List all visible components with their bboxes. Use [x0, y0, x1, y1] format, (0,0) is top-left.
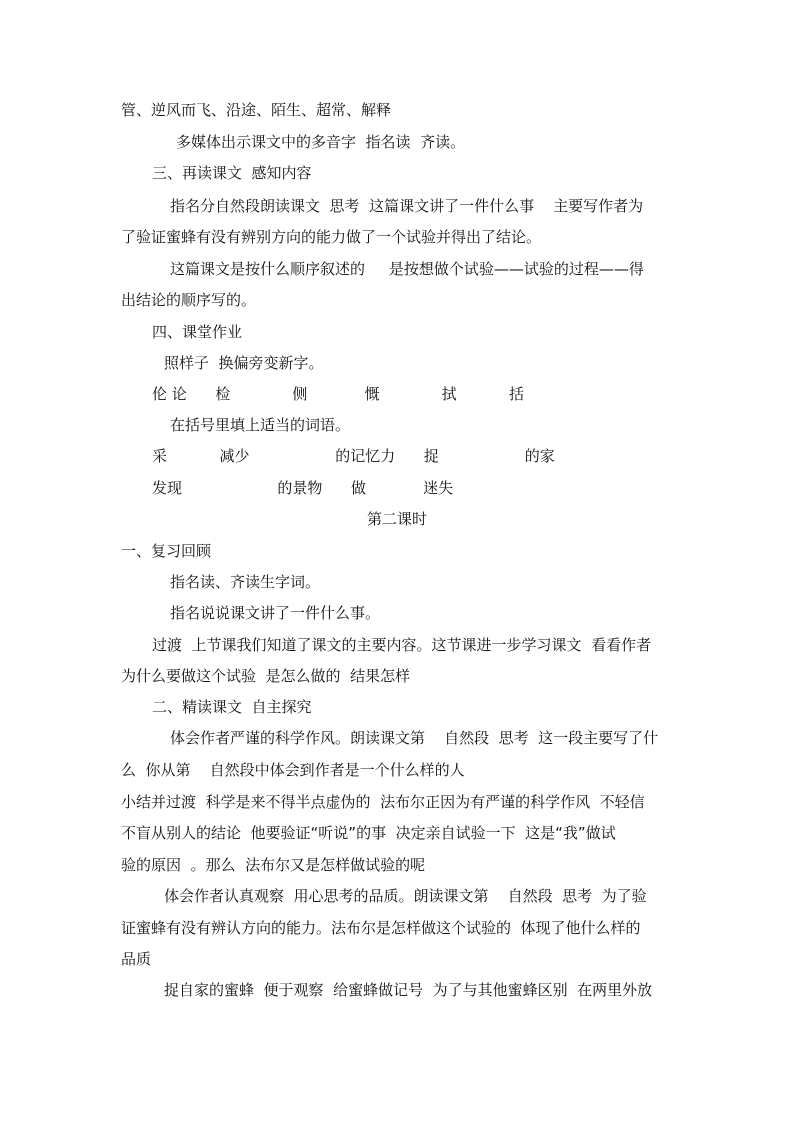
- text-line: 体会作者认真观察 用心思考的品质。朗读课文第 自然段 思考 为了验: [164, 887, 647, 905]
- section-heading: 四、课堂作业: [152, 323, 243, 341]
- text-line: 过渡 上节课我们知道了课文的主要内容。这节课进一步学习课文 看看作者: [152, 636, 652, 654]
- text-line: 为什么要做这个试验 是怎么做的 结果怎样: [121, 667, 411, 685]
- text-line: 么 你从第 自然段中体会到作者是一个什么样的人: [121, 761, 465, 779]
- text-line: 体会作者严谨的科学作风。朗读课文第 自然段 思考 这一段主要写了什: [170, 729, 659, 747]
- text-line: 多媒体出示课文中的多音字 指名读 齐读。: [176, 133, 466, 151]
- lesson-title: 第二课时: [367, 510, 428, 528]
- text-line: 捉自家的蜜蜂 便于观察 给蜜蜂做记号 为了与其他蜜蜂区别 在两里外放: [164, 981, 653, 999]
- section-heading: 二、精读课文 自主探究: [152, 698, 312, 716]
- text-line: 不盲从别人的结论 他要验证“听说”的事 决定亲自试验一下 这是“我”做试: [121, 824, 616, 842]
- text-line: 了验证蜜蜂有没有辨别方向的能力做了一个试验并得出了结论。: [121, 228, 542, 246]
- text-line: 出结论的顺序写的。: [121, 291, 257, 309]
- section-heading: 三、再读课文 感知内容: [152, 164, 312, 182]
- text-line: 小结并过渡 科学是来不得半点虚伪的 法布尔正因为有严谨的科学作风 不轻信: [121, 793, 645, 811]
- text-line: 指名分自然段朗读课文 思考 这篇课文讲了一件什么事 主要写作者为: [170, 197, 644, 215]
- text-line: 验的原因 。那么 法布尔又是怎样做试验的呢: [121, 856, 426, 874]
- text-line: 品质: [121, 950, 152, 968]
- exercise-row: 伦 论 检 侧 慨 拭 括: [152, 385, 525, 403]
- section-heading: 一、复习回顾: [121, 542, 212, 560]
- text-line: 指名读、齐读生字词。: [170, 573, 321, 591]
- text-line: 管、逆风而飞、沿途、陌生、超常、解释: [121, 101, 392, 119]
- text-line: 指名说说课文讲了一件什么事。: [170, 604, 381, 622]
- text-line: 这篇课文是按什么顺序叙述的 是按想做个试验——试验的过程——得: [170, 260, 644, 278]
- text-line: 照样子 换偏旁变新字。: [164, 354, 324, 372]
- text-line: 证蜜蜂有没有辨认方向的能力。法布尔是怎样做这个试验的 体现了他什么样的: [121, 919, 641, 937]
- text-line: 在括号里填上适当的词语。: [170, 416, 351, 434]
- exercise-row: 发现 的景物 做 迷失: [152, 479, 454, 497]
- exercise-row: 采 减少 的记忆力 捉 的家: [152, 447, 555, 465]
